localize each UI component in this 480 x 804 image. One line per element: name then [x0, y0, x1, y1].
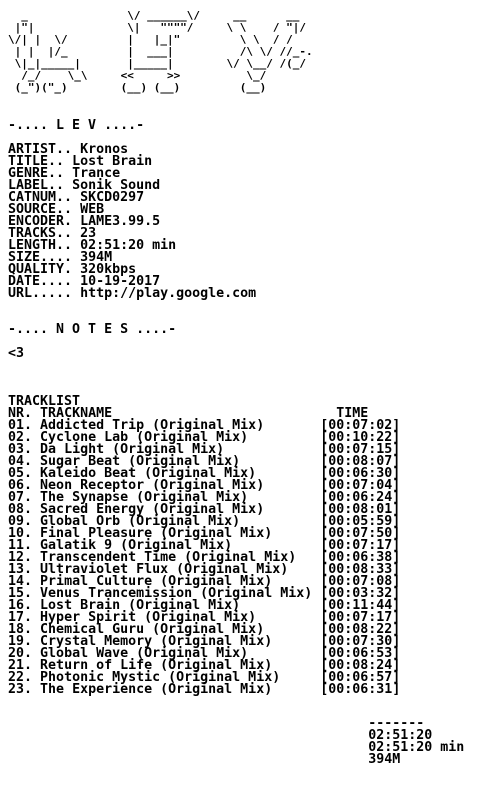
field-value: 10-19-2017: [80, 274, 161, 289]
total-size: 394M: [368, 752, 401, 767]
track-number: 10.: [8, 526, 33, 541]
field-label: ARTIST..: [8, 142, 73, 157]
column-trackname: TRACKNAME: [40, 406, 113, 421]
field-value: LAME3.99.5: [80, 214, 161, 229]
logo-line: _ \/ ______\/ __ __: [8, 9, 300, 22]
track-time: [00:07:17]: [320, 538, 401, 553]
field-label: DATE....: [8, 274, 73, 289]
field-label: LABEL..: [8, 178, 65, 193]
track-name: Transcendent Time (Original Mix): [40, 550, 297, 565]
track-time: [00:07:15]: [320, 442, 401, 457]
ascii-art-logo: [8, 10, 313, 94]
track-number: 08.: [8, 502, 33, 517]
field-value: Lost Brain: [72, 154, 153, 169]
totals-block: [8, 718, 464, 766]
field-value: Kronos: [80, 142, 129, 157]
notes-text: <3: [8, 346, 25, 361]
track-number: 17.: [8, 610, 33, 625]
track-time: [00:06:57]: [320, 670, 401, 685]
track-name: Sugar Beat (Original Mix): [40, 454, 241, 469]
track-name: Cyclone Lab (Original Mix): [40, 430, 249, 445]
field-value: Trance: [72, 166, 121, 181]
track-number: 15.: [8, 586, 33, 601]
track-name: Return of Life (Original Mix): [40, 658, 273, 673]
track-time: [00:08:07]: [320, 454, 401, 469]
field-value: 394M: [80, 250, 113, 265]
field-label: SIZE....: [8, 250, 73, 265]
track-name: Global Orb (Original Mix): [40, 514, 241, 529]
total-length: 02:51:20: [368, 728, 433, 743]
track-time: [00:11:44]: [320, 598, 401, 613]
track-time: [00:08:24]: [320, 658, 401, 673]
track-number: 02.: [8, 430, 33, 445]
track-time: [00:06:38]: [320, 550, 401, 565]
track-time: [00:07:02]: [320, 418, 401, 433]
track-time: [00:08:01]: [320, 502, 401, 517]
track-number: 19.: [8, 634, 33, 649]
totals-pad-4: [8, 752, 368, 767]
track-number: 05.: [8, 466, 33, 481]
track-name: Final Pleasure (Original Mix): [40, 526, 273, 541]
track-name: Neon Receptor (Original Mix): [40, 478, 265, 493]
field-label: GENRE..: [8, 166, 65, 181]
track-number: 11.: [8, 538, 33, 553]
field-label: SOURCE..: [8, 202, 73, 217]
track-time: [00:08:22]: [320, 622, 401, 637]
logo-line: \|_|_____| |_____| \/ \__/ /(_/: [8, 57, 307, 70]
field-label: TRACKS..: [8, 226, 73, 241]
track-number: 07.: [8, 490, 33, 505]
column-nr: NR.: [8, 406, 33, 421]
track-time: [00:07:30]: [320, 634, 401, 649]
track-name: Global Wave (Original Mix): [40, 646, 249, 661]
track-name: Chemical Guru (Original Mix): [40, 622, 265, 637]
track-time: [00:05:59]: [320, 514, 401, 529]
column-time: TIME: [336, 406, 369, 421]
field-row: [8, 286, 256, 301]
track-number: 12.: [8, 550, 33, 565]
logo-line: | | |/_ | ___| /\ \/ //_-.: [8, 45, 313, 58]
field-value: http://play.google.com: [80, 286, 257, 301]
release-fields: [8, 142, 256, 301]
field-label: CATNUM..: [8, 190, 73, 205]
track-time: [00:06:24]: [320, 490, 401, 505]
tracklist-header: [8, 396, 368, 420]
track-number: 16.: [8, 598, 33, 613]
track-name: The Synapse (Original Mix): [40, 490, 249, 505]
tracklist: [8, 420, 400, 696]
track-time: [00:07:08]: [320, 574, 401, 589]
field-label: TITLE..: [8, 154, 65, 169]
track-time: [00:07:50]: [320, 526, 401, 541]
track-time: [00:07:04]: [320, 478, 401, 493]
notes-section: [8, 324, 176, 360]
track-time: [00:08:33]: [320, 562, 401, 577]
track-time: [00:03:32]: [320, 586, 401, 601]
track-name: The Experience (Original Mix): [40, 682, 273, 697]
track-time: [00:06:31]: [320, 682, 401, 697]
track-number: 03.: [8, 442, 33, 457]
total-length-min: 02:51:20 min: [368, 740, 465, 755]
logo-line: /_/ \_\ << >> \_/: [8, 69, 267, 82]
notes-header: -.... N O T E S ....-: [8, 322, 177, 337]
track-number: 09.: [8, 514, 33, 529]
field-value: WEB: [80, 202, 105, 217]
track-number: 23.: [8, 682, 33, 697]
track-name: Hyper Spirit (Original Mix): [40, 610, 257, 625]
track-name: Crystal Memory (Original Mix): [40, 634, 273, 649]
logo-line: \/| | \/ | |_|" \ \ / /: [8, 33, 293, 46]
track-name: Sacred Energy (Original Mix): [40, 502, 265, 517]
field-value: Sonik Sound: [72, 178, 161, 193]
track-name: Addicted Trip (Original Mix): [40, 418, 265, 433]
track-number: 18.: [8, 622, 33, 637]
track-name: Primal Culture (Original Mix): [40, 574, 273, 589]
logo-line: (_")("_) (__) (__) (__): [8, 81, 267, 94]
track-name: Ultraviolet Flux (Original Mix): [40, 562, 289, 577]
track-number: 21.: [8, 658, 33, 673]
track-name: Da Light (Original Mix): [40, 442, 225, 457]
field-value: 23: [80, 226, 97, 241]
track-number: 22.: [8, 670, 33, 685]
field-value: SKCD0297: [80, 190, 145, 205]
track-number: 20.: [8, 646, 33, 661]
track-name: Lost Brain (Original Mix): [40, 598, 241, 613]
track-name: Venus Trancemission (Original Mix): [40, 586, 313, 601]
tracklist-title: TRACKLIST: [8, 394, 81, 409]
track-time: [00:10:22]: [320, 430, 401, 445]
field-value: 02:51:20 min: [80, 238, 177, 253]
track-time: [00:07:17]: [320, 610, 401, 625]
track-number: 13.: [8, 562, 33, 577]
track-number: 06.: [8, 478, 33, 493]
field-label: ENCODER.: [8, 214, 73, 229]
track-number: 01.: [8, 418, 33, 433]
track-name: Photonic Mystic (Original Mix): [40, 670, 281, 685]
release-header: -.... L E V ....-: [8, 118, 145, 133]
logo-line: |"| \| """"/ \ \ / "|/: [8, 21, 307, 34]
track-time: [00:06:30]: [320, 466, 401, 481]
totals-rule: -------: [368, 716, 425, 731]
release-info: [8, 120, 256, 300]
track-time: [00:06:53]: [320, 646, 401, 661]
field-label: QUALITY.: [8, 262, 73, 277]
field-label: URL.....: [8, 286, 73, 301]
field-label: LENGTH..: [8, 238, 73, 253]
track-name: Galatik 9 (Original Mix): [40, 538, 233, 553]
track-number: 04.: [8, 454, 33, 469]
track-number: 14.: [8, 574, 33, 589]
field-value: 320kbps: [80, 262, 137, 277]
track-name: Kaleido Beat (Original Mix): [40, 466, 257, 481]
track-row: [8, 682, 400, 697]
